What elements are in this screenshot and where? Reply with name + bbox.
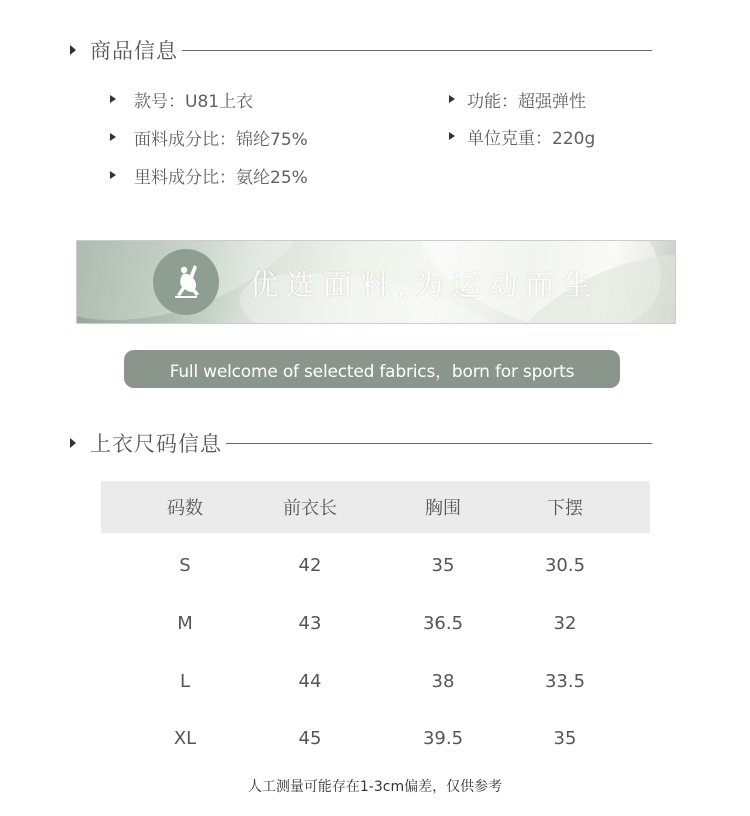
- table-cell: S: [179, 555, 191, 577]
- spec-item: [449, 124, 595, 148]
- table-cell: XL: [173, 728, 197, 750]
- table-cell: 32: [553, 613, 577, 635]
- spec-item: [110, 125, 308, 149]
- table-row: [101, 537, 650, 595]
- spec-text: 单位克重：220g: [467, 128, 596, 149]
- table-cell: 43: [298, 613, 322, 635]
- table-cell: 35: [553, 728, 577, 750]
- header-cell: 下摆: [547, 498, 583, 519]
- product-info-header: [70, 36, 652, 64]
- triangle-bullet-icon: [449, 132, 455, 140]
- table-cell: 42: [298, 555, 322, 577]
- table-body: [101, 537, 650, 768]
- spec-text: 款号：U81上衣: [134, 91, 254, 112]
- triangle-bullet-icon: [449, 95, 455, 103]
- section-title: 上衣尺码信息: [90, 432, 222, 456]
- size-info-header: [70, 429, 652, 457]
- table-cell: M: [177, 613, 193, 635]
- measurement-note: 人工测量可能存在1-3cm偏差，仅供参考: [247, 779, 503, 795]
- triangle-bullet-icon: [110, 133, 116, 141]
- triangle-bullet-icon: [110, 171, 116, 179]
- header-cell: 码数: [167, 498, 203, 519]
- spec-text: 面料成分比：锦纶75%: [134, 129, 308, 150]
- triangle-bullet-icon: [110, 95, 116, 103]
- spec-item: [110, 163, 308, 187]
- banner-slogan: 优选面料,为运动而生: [249, 268, 600, 302]
- table-cell: 39.5: [422, 728, 464, 750]
- section-title: 商品信息: [90, 39, 178, 63]
- table-cell: L: [179, 670, 191, 692]
- table-row: [101, 652, 650, 710]
- table-cell: 30.5: [544, 555, 586, 577]
- spec-item: [449, 87, 586, 111]
- divider: [182, 50, 652, 51]
- table-cell: 35: [431, 555, 455, 577]
- header-cell: 前衣长: [283, 498, 337, 519]
- spec-item: [110, 87, 253, 111]
- divider: [226, 443, 652, 444]
- table-row: [101, 595, 650, 653]
- table-row: [101, 710, 650, 768]
- size-table: [101, 481, 650, 533]
- header-cell: 胸围: [425, 498, 461, 519]
- fabric-banner: [76, 240, 676, 324]
- table-cell: 38: [431, 670, 455, 692]
- table-cell: 45: [298, 728, 322, 750]
- table-cell: 36.5: [422, 613, 464, 635]
- banner-caption: Full welcome of selected fabrics，born for sports: [124, 350, 620, 388]
- triangle-bullet-icon: [70, 438, 76, 448]
- triangle-bullet-icon: [70, 45, 76, 55]
- yoga-figure-icon: [153, 249, 219, 315]
- spec-text: 里料成分比：氨纶25%: [134, 167, 308, 188]
- table-cell: 33.5: [544, 670, 586, 692]
- table-cell: 44: [298, 670, 322, 692]
- spec-text: 功能：超强弹性: [467, 91, 586, 112]
- table-header: [101, 481, 650, 533]
